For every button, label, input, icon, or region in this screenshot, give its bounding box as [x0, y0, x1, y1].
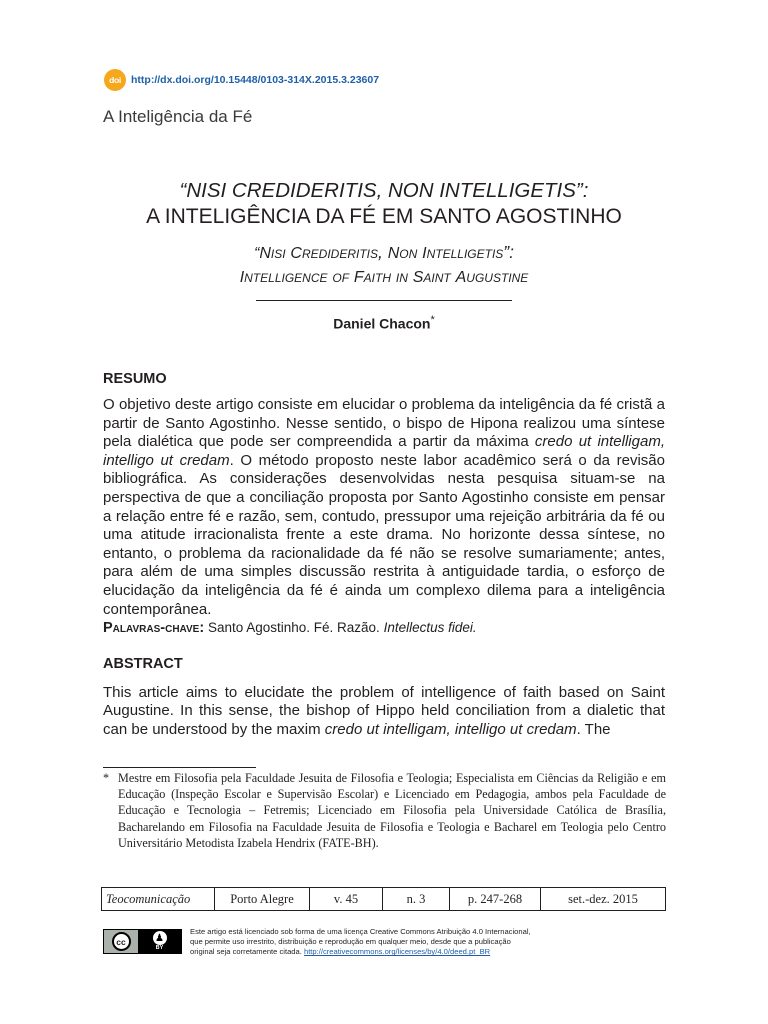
- cc-by-badge[interactable]: [103, 929, 182, 954]
- citation-table: [101, 887, 666, 911]
- by-label: BY: [155, 945, 164, 951]
- cc-logo: [104, 930, 138, 953]
- article-title-line-2: A INTELIGÊNCIA DA FÉ EM SANTO AGOSTINHO: [146, 205, 622, 228]
- cc-icon: cc: [112, 932, 131, 951]
- title-word: Non: [387, 242, 423, 262]
- table-row: [102, 888, 666, 911]
- footnote-divider: [103, 767, 256, 768]
- license-line-3: original seja corretamente citada. http://creativecommons.org/licenses/by/4.0/deed.pt_BR: [190, 947, 491, 957]
- by-panel: [138, 930, 181, 953]
- issue-number: n. 3: [383, 888, 450, 911]
- english-title-line-2: [100, 266, 668, 287]
- title-word: Intelligence of: [239, 266, 354, 286]
- footnote-text: Mestre em Filosofia pela Faculdade Jesuita de Filosofia e Teologia; Especialista em Ciências da Religião e em Educação (Inspeção Escolar e Supervisão Escolar) e Licenciado em Pedagogia, ambos pela Faculdade de Educação e Tecnologia – Fetremis; Licenciado em Filosofia pela Universidade Católica de Brasília, Bacharelando em Filosofia na Faculdade Jesuita de Filosofia e Teologia e Bacharel em Teologia pelo Centro Universitário Metodista Izabela Hendrix (FATE-BH).: [118, 771, 666, 850]
- abstract-text: This article aims to elucidate the problem of intelligence of faith based on Saint Augustine. In this sense, the bishop of Hippo held conciliation from a dialetic that can be understood by the maxim credo ut intelligam, intelligo ut credam. The: [103, 684, 665, 738]
- footnote-marker[interactable]: *: [430, 314, 435, 326]
- title-word: Augustine: [455, 266, 529, 286]
- title-word: Intelligetis”:: [422, 242, 514, 262]
- footnote: [103, 770, 666, 851]
- license-link[interactable]: http://creativecommons.org/licenses/by/4.0/deed.pt_BR: [303, 947, 491, 957]
- title-word: Saint: [412, 266, 456, 286]
- title-word: “Nisi: [253, 242, 291, 262]
- title-divider: [256, 300, 512, 301]
- publication-date: set.-dez. 2015: [541, 888, 666, 911]
- doi-link[interactable]: http://dx.doi.org/10.15448/0103-314X.2015.3.23607: [131, 74, 380, 86]
- abstract-heading: ABSTRACT: [103, 656, 183, 672]
- resumo-text: O objetivo deste artigo consiste em elucidar o problema da inteligência da fé cristã a partir de Santo Agostinho. Nesse sentido, o bispo de Hipona realizou uma síntese pela dialética que pode ser compreendida a partir da máxima credo ut intelligam, intelligo ut credam. O método proposto neste labor acadêmico será o da revisão bibliográfica. As considerações desenvolvidas nesta pesquisa situam-se na perspectiva de que a conciliação proposta por Santo Agostinho consiste em pensar a relação entre fé e razão, sem, contudo, pressupor uma rejeição arbitrária da fé ou uma atitude irracionalista frente a este drama. No horizonte dessa síntese, no entanto, o problema da racionalidade da fé não se resolve sumariamente; antes, para além de uma simples discussão restrita à antiguidade tardia, o esforço de elucidação da inteligência da fé é ainda um complexo dilema para a inteligência contemporânea.: [103, 396, 665, 618]
- doi-icon: doi: [104, 69, 126, 91]
- keywords: Palavras-chave: Santo Agostinho. Fé. Razão. Intellectus fidei.: [103, 620, 477, 636]
- license-line-2: que permite uso irrestrito, distribuição e reprodução em qualquer meio, desde que a publicação: [190, 937, 511, 947]
- title-word: Credideritis,: [290, 242, 388, 262]
- city: Porto Alegre: [215, 888, 310, 911]
- resumo-heading: RESUMO: [103, 371, 167, 387]
- person-icon: ♟: [153, 931, 167, 945]
- volume: v. 45: [310, 888, 383, 911]
- author-name: Daniel Chacon: [333, 315, 431, 332]
- doi-row: [104, 69, 379, 91]
- english-title-line-1: [100, 242, 668, 263]
- author: [100, 314, 668, 332]
- footnote-star: *: [103, 771, 110, 785]
- journal-name: Teocomunicação: [102, 888, 215, 911]
- license-text: [190, 927, 590, 958]
- license-line-1: Este artigo está licenciado sob forma de uma licença Creative Commons Atribuição 4.0 Internacional,: [190, 927, 531, 936]
- section-name: A Inteligência da Fé: [103, 107, 253, 126]
- pages: p. 247-268: [450, 888, 541, 911]
- title-word: Faith in: [353, 266, 413, 286]
- keywords-label: Palavras-chave:: [103, 620, 205, 636]
- article-title-line-1: “NISI CREDIDERITIS, NON INTELLIGETIS”:: [179, 179, 589, 202]
